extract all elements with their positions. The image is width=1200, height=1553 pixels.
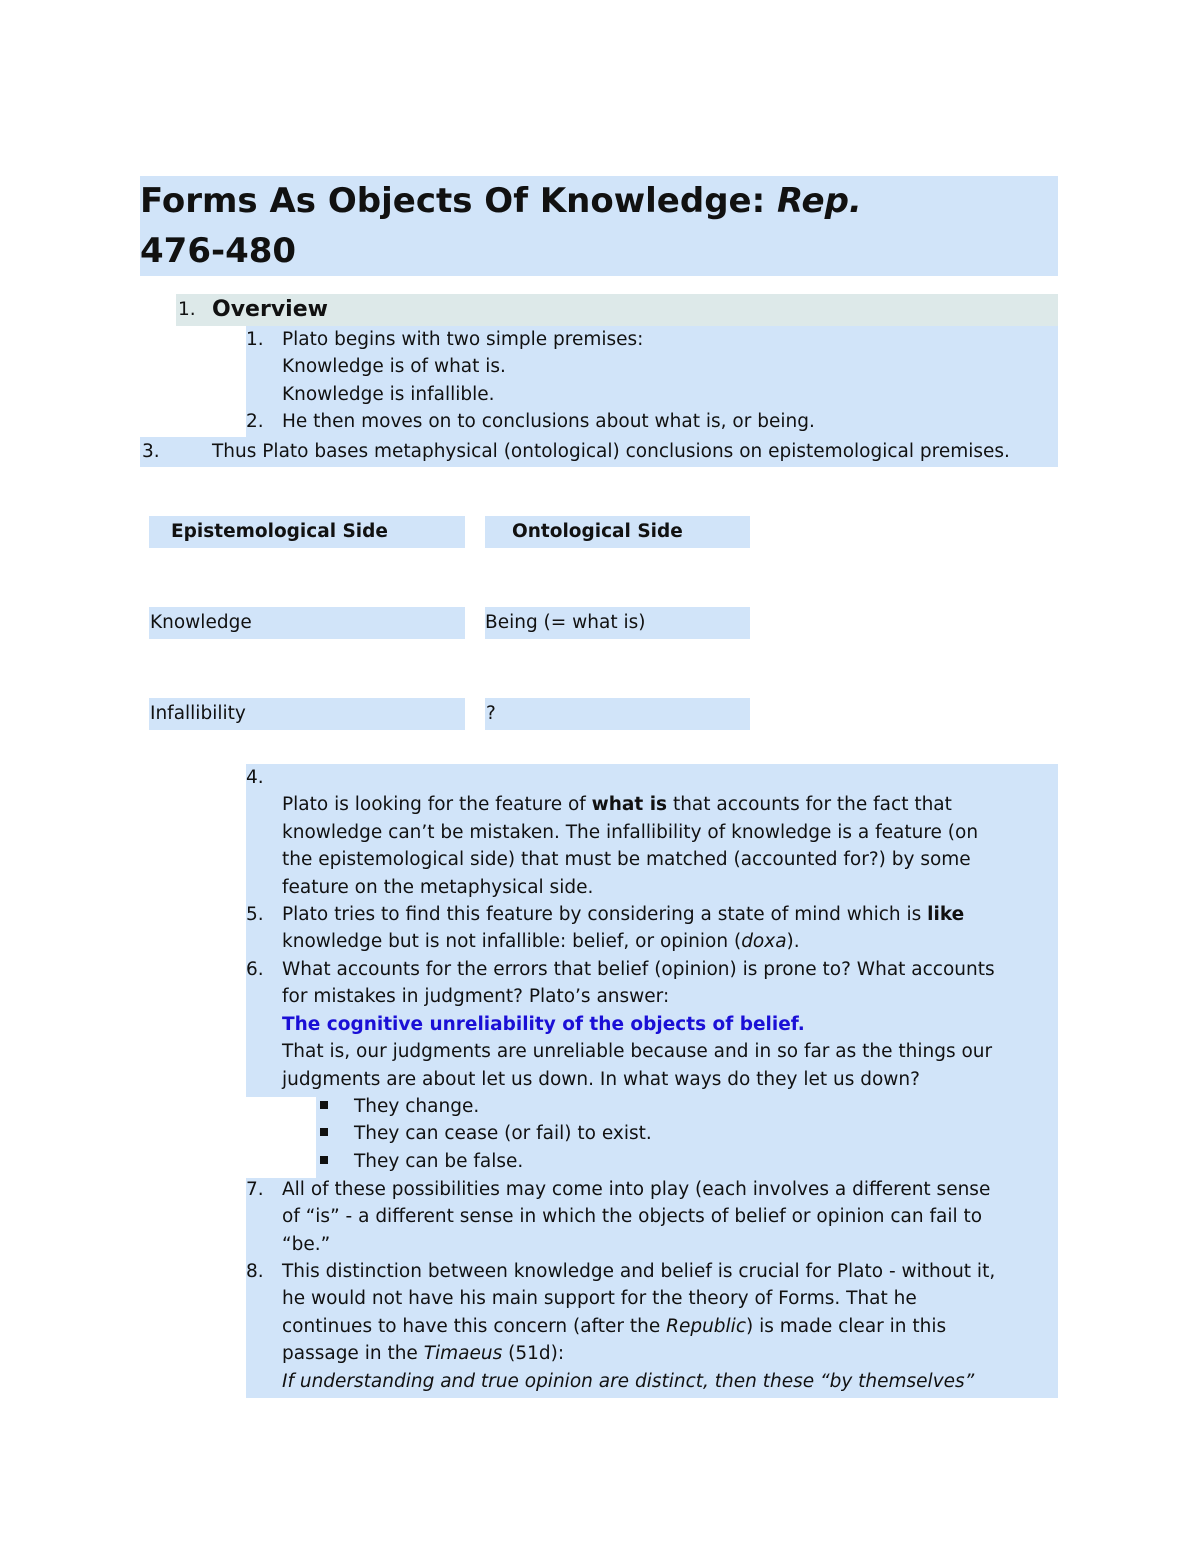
points-section-2: 7. All of these possibilities may come into play (each involves a different sense of “is” - a different sense in which the objects of belief or opinion can fail to “be.” 8. This distinction between knowledge and belief is crucial for Plato - without it, he would not have his main support for the theory of Forms. That he continues to have this concern (after the Republic) is made clear in this passage in the Timaeus (51d): If understanding and true opinion are distinct, then these “by themselves” <box>246 1178 1058 1398</box>
list-item: 3. Thus Plato bases metaphysical (ontological) conclusions on epistemological premises. <box>140 437 1058 467</box>
timaeus-quote: If understanding and true opinion are distinct, then these “by themselves” <box>282 1370 975 1392</box>
page-title: Forms As Objects Of Knowledge: Rep. <box>140 181 862 221</box>
table-header-ontological: Ontological Side <box>485 516 750 548</box>
square-bullet-icon <box>320 1156 328 1164</box>
table-cell: Infallibility <box>149 698 465 730</box>
bullet-list <box>316 1097 1058 1178</box>
square-bullet-icon <box>320 1128 328 1136</box>
table-cell: ? <box>485 698 750 730</box>
page-title-range: 476-480 <box>140 231 297 271</box>
square-bullet-icon <box>320 1101 328 1109</box>
bullet-item: They can be false. <box>320 1148 652 1175</box>
answer-highlight: The cognitive unreliability of the objects of belief. <box>282 1013 805 1035</box>
bullet-item: They can cease (or fail) to exist. <box>320 1120 652 1147</box>
title-block <box>140 176 1058 276</box>
bullet-item: They change. <box>320 1093 652 1120</box>
points-section: 4. Plato is looking for the feature of what is that accounts for the fact that knowledge can’t be mistaken. The infallibility of knowledge is a feature (on the epistemological side) that must be matched (accounted for?) by some feature on the metaphysical side. 5. Plato tries to find this feature by considering a state of mind which is like knowledge but is not infallible: belief, or opinion (doxa). 6. What accounts for the errors that belief (opinion) is prone to? What accounts for mistakes in judgment? Plato’s answer: The cognitive unreliability of the objects of belief. That is, our judgments are unreliable because and in so far as the things our judgments are about let us down. In what ways do they let us down? <box>246 764 1058 1097</box>
table-header-epistemological: Epistemological Side <box>149 516 465 548</box>
table-cell: Knowledge <box>149 607 465 639</box>
overview-items: 1. Plato begins with two simple premises: Knowledge is of what is. Knowledge is infallible. 2. He then moves on to conclusions about what is, or being. <box>246 326 1058 440</box>
overview-heading: 1. Overview <box>176 294 1058 326</box>
table-cell: Being (= what is) <box>485 607 750 639</box>
